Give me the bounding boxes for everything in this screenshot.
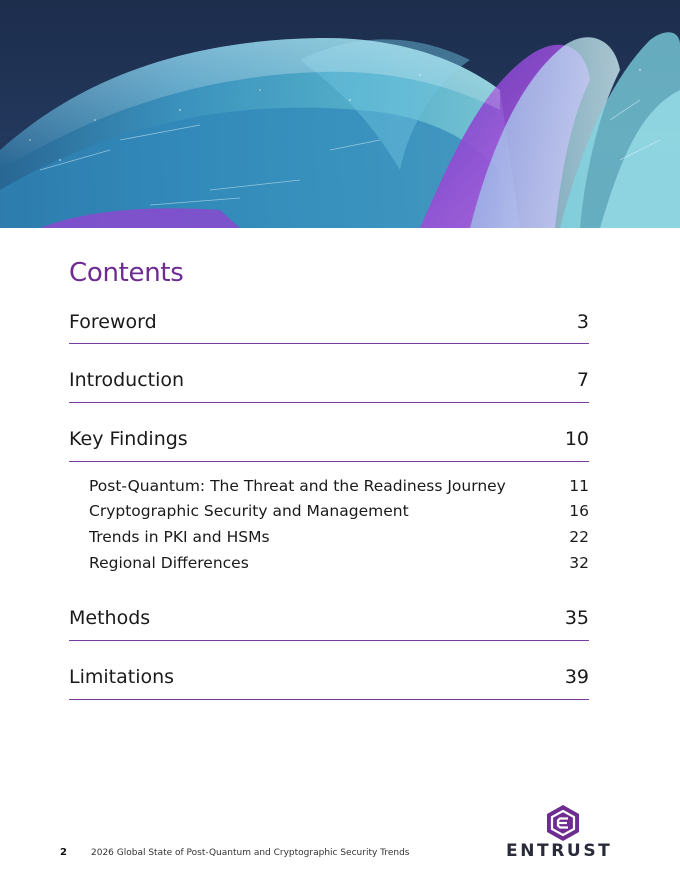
footer-document-title: 2026 Global State of Post-Quantum and Cryptographic Security Trends [91,848,410,858]
toc-subentry-pki-hsms[interactable] [89,526,589,548]
toc-entry-introduction[interactable] [69,368,589,403]
footer-page-number: 2 [60,847,67,858]
toc-entry-page: 7 [576,369,589,391]
toc-entry-foreword[interactable] [69,310,589,344]
toc-entry-key-findings[interactable] [69,427,589,462]
toc-subentry-label: Post-Quantum: The Threat and the Readiness Journey [89,477,506,495]
toc-subentry-page: 22 [569,528,589,546]
entrust-wordmark: ENTRUST [506,841,613,861]
toc-entry-label: Foreword [69,311,157,333]
entrust-hexagon-logo-icon [545,804,581,842]
toc-entry-label: Methods [69,607,151,629]
toc-entry-label: Limitations [69,666,175,688]
toc-subentry-regional-differences[interactable] [89,552,589,574]
toc-entry-methods[interactable] [69,606,589,641]
toc-entry-page: 35 [564,607,589,629]
toc-subentry-page: 11 [569,477,589,495]
toc-subentry-page: 32 [569,554,589,572]
toc-subentry-post-quantum[interactable] [89,475,589,497]
toc-subentry-page: 16 [569,502,589,520]
toc-entry-page: 3 [576,311,589,333]
toc-entry-label: Introduction [69,369,185,391]
toc-entry-label: Key Findings [69,428,188,450]
contents-heading: Contents [69,258,184,288]
toc-subentry-label: Cryptographic Security and Management [89,502,409,520]
toc-subentry-label: Regional Differences [89,554,249,572]
toc-subentry-cryptographic-security[interactable] [89,500,589,522]
toc-subentry-label: Trends in PKI and HSMs [89,528,270,546]
toc-entry-limitations[interactable] [69,665,589,700]
hero-banner-image [0,0,680,228]
toc-entry-page: 39 [564,666,589,688]
toc-entry-page: 10 [564,428,589,450]
